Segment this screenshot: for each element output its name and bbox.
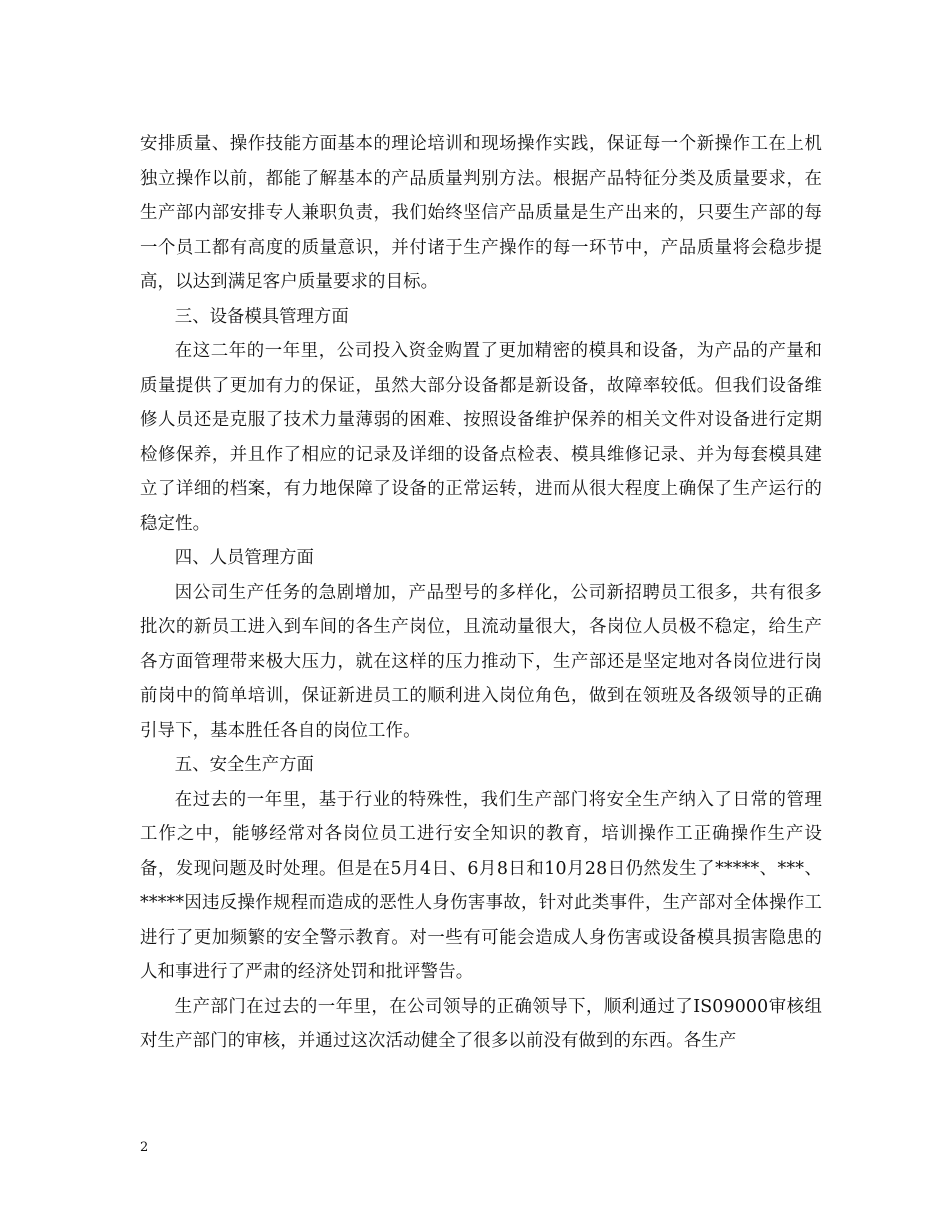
page-number: 2 — [140, 1140, 149, 1155]
paragraph-quality-training: 安排质量、操作技能方面基本的理论培训和现场操作实践，保证每一个新操作工在上机独立操作以前，都能了解基本的产品质量判别方法。根据产品特征分类及质量要求，在生产部内部安排专人兼职负责，我们始终坚信产品质量是生产出来的，只要生产部的每一个员工都有高度的质量意识，并付诸于生产操作的每一环节中，产品质量将会稳步提高，以达到满足客户质量要求的目标。 — [140, 134, 822, 292]
paragraph-equipment-mold: 在这二年的一年里，公司投入资金购置了更加精密的模具和设备，为产品的产量和质量提供了更加有力的保证，虽然大部分设备都是新设备，故障率较低。但我们设备维修人员还是克服了技术力量薄弱的困难、按照设备维护保养的相关文件对设备进行定期检修保养，并且作了相应的记录及详细的设备点检表、模具维修记录、并为每套模具建立了详细的档案，有力地保障了设备的正常运转，进而从很大程度上确保了生产运行的稳定性。 — [140, 341, 822, 534]
paragraph-iso-audit: 生产部门在过去的一年里，在公司领导的正确领导下，顺利通过了IS09000审核组对生产部门的审核，并通过这次活动健全了很多以前没有做到的东西。各生产 — [140, 996, 822, 1051]
heading-safety-production: 五、安全生产方面 — [174, 755, 314, 775]
heading-personnel-management: 四、人员管理方面 — [174, 548, 314, 568]
paragraph-safety: 在过去的一年里，基于行业的特殊性，我们生产部门将安全生产纳入了日常的管理工作之中，能够经常对各岗位员工进行安全知识的教育，培训操作工正确操作生产设备，发现问题及时处理。但是在5月4日、6月8日和10月28日仍然发生了*****、***、*****因违反操作规程而造成的恶性人身伤害事故，针对此类事件，生产部对全体操作工进行了更加频繁的安全警示教育。对一些有可能会造成人身伤害或设备模具损害隐患的人和事进行了严肃的经济处罚和批评警告。 — [140, 789, 822, 982]
heading-equipment-mold-management: 三、设备模具管理方面 — [174, 306, 349, 327]
paragraph-personnel: 因公司生产任务的急剧增加，产品型号的多样化，公司新招聘员工很多，共有很多批次的新员工进入到车间的各生产岗位，且流动量很大，各岗位人员极不稳定，给生产各方面管理带来极大压力，就在这样的压力推动下，生产部还是坚定地对各岗位进行岗前岗中的简单培训，保证新进员工的顺利进入岗位角色，做到在领班及各级领导的正确引导下，基本胜任各自的岗位工作。 — [140, 582, 822, 741]
page-body — [140, 127, 822, 1059]
